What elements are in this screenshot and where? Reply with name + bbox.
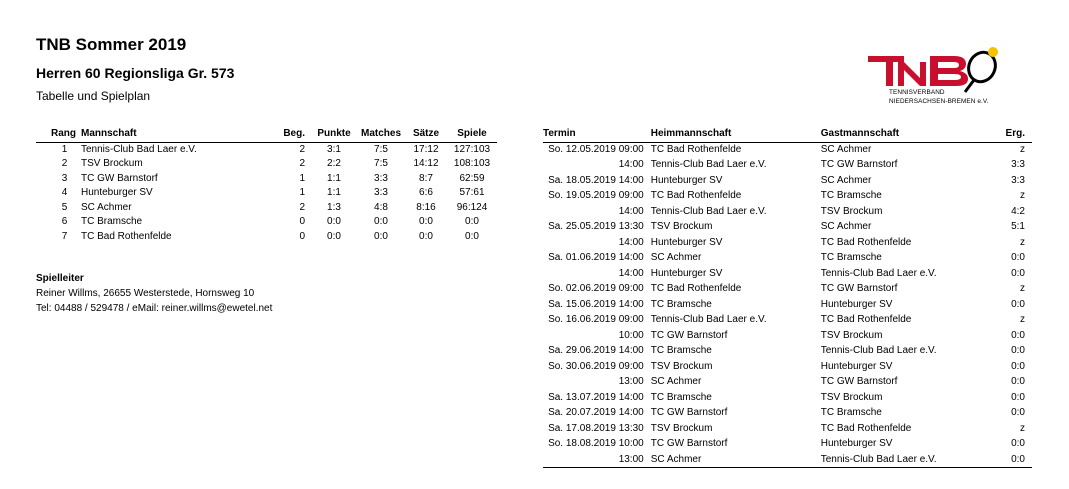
schedule-cell-home: TC Bramsche [651, 344, 821, 360]
schedule-cell-guest: TC Bad Rothenfelde [821, 235, 992, 251]
schedule-cell-home: Hunteburger SV [651, 266, 821, 282]
logo-caption: TENNISVERBAND NIEDERSACHSEN-BREMEN e.V. [889, 89, 989, 105]
col-spiele: Spiele [447, 127, 497, 142]
standings-cell-team: TSV Brockum [81, 158, 143, 169]
col-saetze: Sätze [405, 127, 447, 142]
schedule-cell-home: SC Achmer [651, 452, 821, 468]
schedule-cell-erg: 0:0 [992, 390, 1032, 406]
schedule-row [543, 359, 1032, 375]
standings-cell-matches: 3:3 [374, 187, 388, 198]
schedule-cell-erg: z [992, 235, 1032, 251]
col-termin: Termin [543, 127, 651, 142]
standings-cell-saetze: 6:6 [419, 187, 433, 198]
page-description: Tabelle und Spielplan [36, 89, 151, 103]
schedule-cell-erg: 0:0 [992, 452, 1032, 468]
col-heimmannschaft: Heimmannschaft [651, 127, 821, 142]
col-beg: Beg. [271, 127, 311, 142]
schedule-row [543, 375, 1032, 391]
standings-cell-punkte: 0:0 [327, 230, 341, 242]
standings-cell-matches: 4:8 [374, 201, 388, 213]
standings-cell-punkte: 1:3 [327, 201, 341, 213]
standings-cell-saetze: 0:0 [419, 216, 433, 227]
schedule-cell-guest: Hunteburger SV [821, 359, 992, 375]
standings-cell-team: TC GW Barnstorf [81, 172, 158, 184]
schedule-cell-erg: 5:1 [992, 220, 1032, 236]
schedule-cell-home: TSV Brockum [651, 421, 821, 437]
standings-cell-saetze: 8:16 [416, 201, 436, 213]
schedule-row [543, 266, 1032, 282]
standings-table [36, 127, 497, 244]
schedule-row [543, 204, 1032, 220]
spielleiter-contact: Tel: 04488 / 529478 / eMail: reiner.willms@ewetel.net [36, 303, 273, 314]
standings-cell-beg: 2 [299, 158, 305, 169]
league-subtitle: Herren 60 Regionsliga Gr. 573 [36, 65, 235, 81]
schedule-cell-termin: 14:00 [543, 235, 651, 251]
standings-cell-spiele: 96:124 [456, 201, 488, 213]
schedule-row [543, 220, 1032, 236]
standings-row [36, 230, 497, 245]
schedule-cell-termin: So. 16.06.2019 09:00 [543, 313, 651, 329]
standings-cell-team: TC Bramsche [81, 216, 143, 227]
schedule-cell-erg: z [992, 313, 1032, 329]
standings-cell-matches: 3:3 [374, 172, 388, 184]
schedule-row [543, 328, 1032, 344]
standings-cell-matches: 0:0 [374, 216, 388, 227]
schedule-row [543, 344, 1032, 360]
standings-cell-punkte: 2:2 [327, 158, 341, 169]
col-mannschaft: Mannschaft [81, 127, 271, 142]
schedule-cell-home: TSV Brockum [651, 359, 821, 375]
standings-cell-punkte: 1:1 [327, 187, 341, 198]
spielleiter-heading: Spielleiter [36, 273, 84, 284]
schedule-cell-termin: 14:00 [543, 158, 651, 174]
standings-cell-beg: 0 [299, 230, 305, 242]
schedule-table [543, 127, 1032, 468]
schedule-cell-termin: Sa. 13.07.2019 14:00 [543, 390, 651, 406]
schedule-cell-home: TC Bad Rothenfelde [651, 282, 821, 298]
schedule-cell-termin: So. 30.06.2019 09:00 [543, 359, 651, 375]
schedule-cell-erg: z [992, 189, 1032, 205]
standings-cell-rang: 3 [61, 172, 68, 184]
schedule-cell-erg: 0:0 [992, 359, 1032, 375]
standings-cell-punkte: 3:1 [327, 143, 341, 155]
schedule-cell-termin: Sa. 20.07.2019 14:00 [543, 406, 651, 422]
schedule-cell-termin: Sa. 01.06.2019 14:00 [543, 251, 651, 267]
standings-cell-beg: 2 [299, 143, 305, 155]
schedule-cell-guest: Tennis-Club Bad Laer e.V. [821, 344, 992, 360]
tennis-ball-icon [988, 47, 998, 57]
schedule-cell-home: Tennis-Club Bad Laer e.V. [651, 313, 821, 329]
schedule-row [543, 251, 1032, 267]
col-matches: Matches [357, 127, 405, 142]
schedule-cell-home: SC Achmer [651, 375, 821, 391]
schedule-cell-home: TC Bramsche [651, 390, 821, 406]
schedule-cell-home: Tennis-Club Bad Laer e.V. [651, 204, 821, 220]
standings-cell-saetze: 8:7 [419, 172, 433, 184]
schedule-cell-guest: TSV Brockum [821, 204, 992, 220]
standings-row [36, 186, 497, 201]
spielleiter-address: Reiner Willms, 26655 Westerstede, Hornsweg 10 [36, 288, 255, 299]
schedule-row [543, 452, 1032, 468]
schedule-cell-termin: Sa. 15.06.2019 14:00 [543, 297, 651, 313]
standings-row [36, 172, 497, 187]
schedule-cell-guest: SC Achmer [821, 220, 992, 236]
schedule-cell-home: TC Bramsche [651, 297, 821, 313]
schedule-cell-home: Tennis-Club Bad Laer e.V. [651, 158, 821, 174]
schedule-cell-erg: 0:0 [992, 266, 1032, 282]
standings-row [36, 201, 497, 216]
schedule-cell-home: SC Achmer [651, 251, 821, 267]
schedule-cell-guest: SC Achmer [821, 142, 992, 158]
schedule-cell-termin: 10:00 [543, 328, 651, 344]
standings-cell-team: SC Achmer [81, 201, 132, 213]
standings-cell-beg: 1 [299, 187, 305, 198]
schedule-cell-erg: 0:0 [992, 375, 1032, 391]
standings-cell-saetze: 0:0 [419, 230, 433, 242]
schedule-row [543, 406, 1032, 422]
schedule-cell-termin: Sa. 17.08.2019 13:30 [543, 421, 651, 437]
schedule-cell-home: Hunteburger SV [651, 173, 821, 189]
standings-cell-beg: 1 [299, 172, 305, 184]
schedule-row [543, 158, 1032, 174]
schedule-cell-guest: SC Achmer [821, 173, 992, 189]
schedule-cell-erg: 0:0 [992, 437, 1032, 453]
schedule-cell-erg: z [992, 421, 1032, 437]
standings-cell-punkte: 0:0 [327, 216, 341, 227]
standings-cell-team: Tennis-Club Bad Laer e.V. [81, 143, 197, 155]
schedule-cell-erg: 3:3 [992, 173, 1032, 189]
standings-cell-rang: 4 [61, 187, 68, 198]
schedule-cell-guest: TC Bramsche [821, 406, 992, 422]
col-rang: Rang [36, 127, 81, 142]
schedule-cell-home: TC Bad Rothenfelde [651, 142, 821, 158]
schedule-row [543, 189, 1032, 205]
standings-cell-matches: 0:0 [374, 230, 388, 242]
schedule-cell-erg: 0:0 [992, 406, 1032, 422]
standings-header-row [36, 127, 497, 142]
schedule-row [543, 142, 1032, 158]
standings-cell-beg: 2 [299, 201, 305, 213]
schedule-header-row [543, 127, 1032, 142]
schedule-cell-home: TC GW Barnstorf [651, 406, 821, 422]
schedule-cell-termin: So. 12.05.2019 09:00 [543, 142, 651, 158]
schedule-cell-home: TC Bad Rothenfelde [651, 189, 821, 205]
schedule-cell-guest: TC Bad Rothenfelde [821, 313, 992, 329]
schedule-cell-erg: 0:0 [992, 297, 1032, 313]
standings-cell-spiele: 0:0 [465, 216, 479, 227]
schedule-cell-erg: z [992, 142, 1032, 158]
standings-cell-rang: 5 [61, 201, 68, 213]
schedule-cell-termin: 13:00 [543, 375, 651, 391]
schedule-cell-guest: TSV Brockum [821, 390, 992, 406]
standings-cell-punkte: 1:1 [327, 172, 341, 184]
standings-cell-matches: 7:5 [374, 158, 388, 169]
col-gastmannschaft: Gastmannschaft [821, 127, 992, 142]
schedule-cell-guest: Hunteburger SV [821, 437, 992, 453]
schedule-cell-guest: TC GW Barnstorf [821, 282, 992, 298]
standings-cell-spiele: 108:103 [453, 158, 491, 169]
standings-cell-spiele: 127:103 [453, 143, 491, 155]
schedule-cell-guest: Tennis-Club Bad Laer e.V. [821, 452, 992, 468]
schedule-cell-erg: 0:0 [992, 328, 1032, 344]
standings-cell-spiele: 62:59 [459, 172, 485, 184]
schedule-cell-guest: TSV Brockum [821, 328, 992, 344]
schedule-cell-erg: 0:0 [992, 344, 1032, 360]
standings-cell-team: Hunteburger SV [81, 187, 153, 198]
schedule-cell-guest: TC Bramsche [821, 251, 992, 267]
schedule-cell-home: Hunteburger SV [651, 235, 821, 251]
schedule-row [543, 390, 1032, 406]
schedule-cell-guest: TC GW Barnstorf [821, 158, 992, 174]
standings-row [36, 142, 497, 157]
col-ergebnis: Erg. [992, 127, 1032, 142]
schedule-cell-guest: TC Bramsche [821, 189, 992, 205]
standings-cell-saetze: 14:12 [413, 158, 439, 169]
schedule-cell-guest: TC GW Barnstorf [821, 375, 992, 391]
col-punkte: Punkte [311, 127, 357, 142]
schedule-cell-guest: TC Bad Rothenfelde [821, 421, 992, 437]
schedule-cell-termin: Sa. 29.06.2019 14:00 [543, 344, 651, 360]
standings-cell-rang: 2 [61, 158, 68, 169]
standings-cell-rang: 7 [61, 230, 68, 242]
standings-cell-team: TC Bad Rothenfelde [81, 230, 172, 242]
schedule-row [543, 421, 1032, 437]
standings-cell-rang: 1 [61, 143, 68, 155]
page-title: TNB Sommer 2019 [36, 35, 187, 54]
schedule-cell-erg: 0:0 [992, 251, 1032, 267]
schedule-cell-erg: 3:3 [992, 158, 1032, 174]
schedule-row [543, 235, 1032, 251]
schedule-cell-erg: z [992, 282, 1032, 298]
standings-cell-rang: 6 [61, 216, 68, 227]
schedule-cell-termin: 14:00 [543, 204, 651, 220]
schedule-cell-home: TSV Brockum [651, 220, 821, 236]
tnb-logo-mark [868, 56, 968, 86]
standings-cell-spiele: 57:61 [459, 187, 485, 198]
schedule-row [543, 297, 1032, 313]
schedule-row [543, 313, 1032, 329]
standings-row [36, 215, 497, 230]
schedule-cell-termin: Sa. 25.05.2019 13:30 [543, 220, 651, 236]
schedule-cell-guest: Tennis-Club Bad Laer e.V. [821, 266, 992, 282]
schedule-row [543, 173, 1032, 189]
standings-cell-beg: 0 [299, 216, 305, 227]
standings-cell-saetze: 17:12 [413, 143, 439, 155]
schedule-row [543, 282, 1032, 298]
standings-cell-matches: 7:5 [374, 143, 388, 155]
schedule-cell-termin: So. 19.05.2019 09:00 [543, 189, 651, 205]
schedule-cell-termin: Sa. 18.05.2019 14:00 [543, 173, 651, 189]
schedule-cell-guest: Hunteburger SV [821, 297, 992, 313]
standings-row [36, 157, 497, 172]
schedule-cell-termin: 14:00 [543, 266, 651, 282]
schedule-cell-home: TC GW Barnstorf [651, 437, 821, 453]
schedule-cell-home: TC GW Barnstorf [651, 328, 821, 344]
standings-cell-spiele: 0:0 [465, 230, 479, 242]
schedule-cell-termin: So. 18.08.2019 10:00 [543, 437, 651, 453]
schedule-cell-termin: 13:00 [543, 452, 651, 468]
schedule-cell-termin: So. 02.06.2019 09:00 [543, 282, 651, 298]
schedule-row [543, 437, 1032, 453]
schedule-cell-erg: 4:2 [992, 204, 1032, 220]
